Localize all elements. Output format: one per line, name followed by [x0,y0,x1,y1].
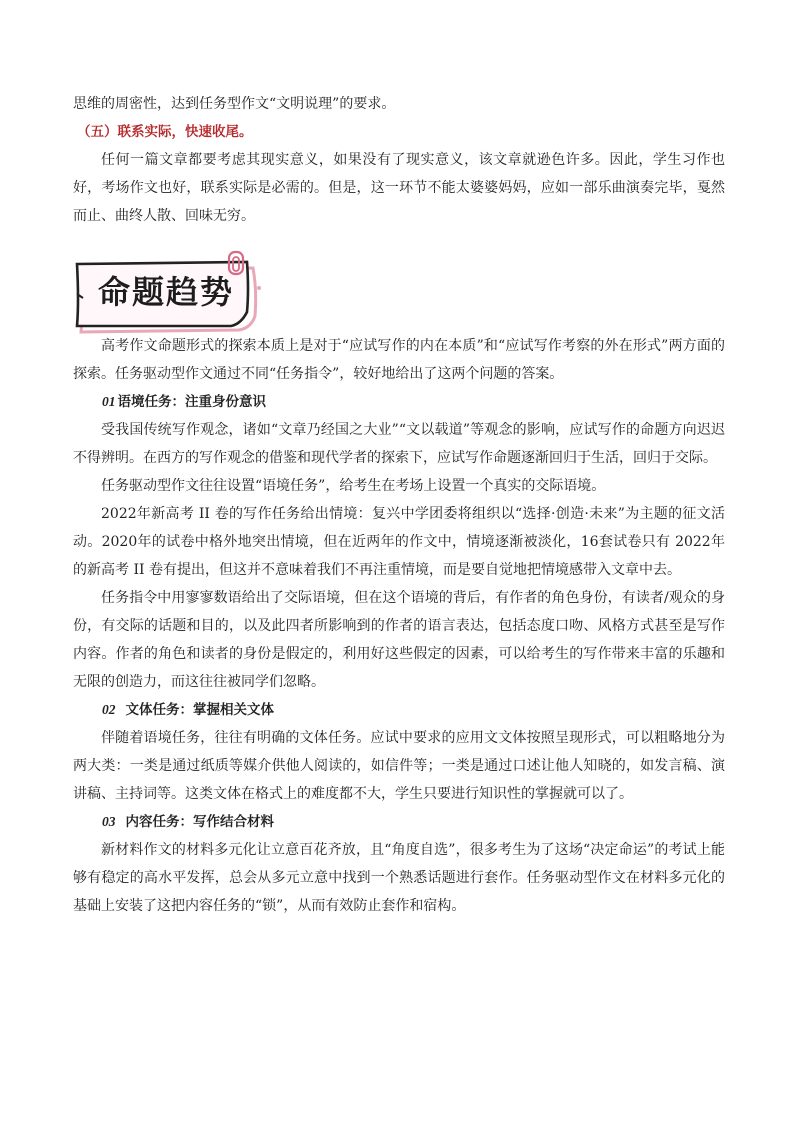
item3-title: 内容任务：写作结合材料 [125,814,274,830]
item3-heading [73,808,725,836]
item2-paragraph-1: 伴随着语境任务，往往有明确的文体任务。应试中要求的应用文文体按照呈现形式，可以粗略地分为两大类：一类是通过纸质等媒介供他人阅读的，如信件等；一类是通过口述让他人知晓的，如发言稿、演讲稿、主持词等。这类文体在格式上的难度都不大，学生只要进行知识性的掌握就可以了。 [73,730,725,802]
item1-heading [73,388,725,416]
banner-title: 命题趋势 [97,273,234,311]
item3-number: 03 [102,814,116,829]
item1-paragraph-2: 任务驱动型作文往往设置“语境任务”，给考生在考场上设置一个真实的交际语境。 [101,478,606,494]
item2-heading [73,696,725,724]
item1-number: 01 [102,394,116,409]
item1-paragraph-3: 2022年新高考 II 卷的写作任务给出情境：复兴中学团委将组织以“选择·创造·未来”为主题的征文活动。2020年的试卷中格外地突出情境，但在近两年的作文中，情境逐渐被淡化，16套试卷只有 2022年的新高考 II 卷有提出，但这并不意味着我们不再注重情境，而是要自觉地把情境感带入文章中去。 [73,506,725,578]
trend-intro: 高考作文命题形式的探索本质上是对于“应试写作的内在本质”和“应试写作考察的外在形式”两方面的探索。任务驱动型作文通过不同“任务指令”，较好地给出了这两个问题的答案。 [73,338,725,382]
item2-number: 02 [102,702,116,717]
item3-paragraph-1: 新材料作文的材料多元化让立意百花齐放，且“角度自选”，很多考生为了这场“决定命运”的考试上能够有稳定的高水平发挥，总会从多元立意中找到一个熟悉话题进行套作。任务驱动型作文在材料多元化的基础上安装了这把内容任务的“锁”，从而有效防止套作和宿构。 [73,842,725,914]
trend-banner [71,250,725,350]
section5-body: 任何一篇文章都要考虑其现实意义，如果没有了现实意义，该文章就逊色许多。因此，学生习作也好，考场作文也好，联系实际是必需的。但是，这一环节不能太婆婆妈妈，应如一部乐曲演奏完毕，戛然而止、曲终人散、回味无穷。 [73,152,725,224]
document-page [73,90,725,920]
item2-title: 文体任务：掌握相关文体 [125,702,274,718]
item1-paragraph-1: 受我国传统写作观念，诸如“文章乃经国之大业”“文以载道”等观念的影响，应试写作的命题方向迟迟不得辨明。在西方的写作观念的借鉴和现代学者的探索下，应试写作命题逐渐回归于生活，回归于交际。 [73,422,725,466]
intro-line: 思维的周密性，达到任务型作文“文明说理”的要求。 [73,96,396,112]
item1-paragraph-4: 任务指令中用寥寥数语给出了交际语境，但在这个语境的背后，有作者的角色身份，有读者/观众的身份，有交际的话题和目的，以及此四者所影响到的作者的语言表达，包括态度口吻、风格方式甚至是写作内容。作者的角色和读者的身份是假定的，利用好这些假定的因素，可以给考生的写作带来丰富的乐趣和无限的创造力，而这往往被同学们忽略。 [73,590,725,690]
item1-title: 语境任务：注重身份意识 [117,394,266,410]
section5-heading: （五）联系实际，快速收尾。 [77,124,253,140]
